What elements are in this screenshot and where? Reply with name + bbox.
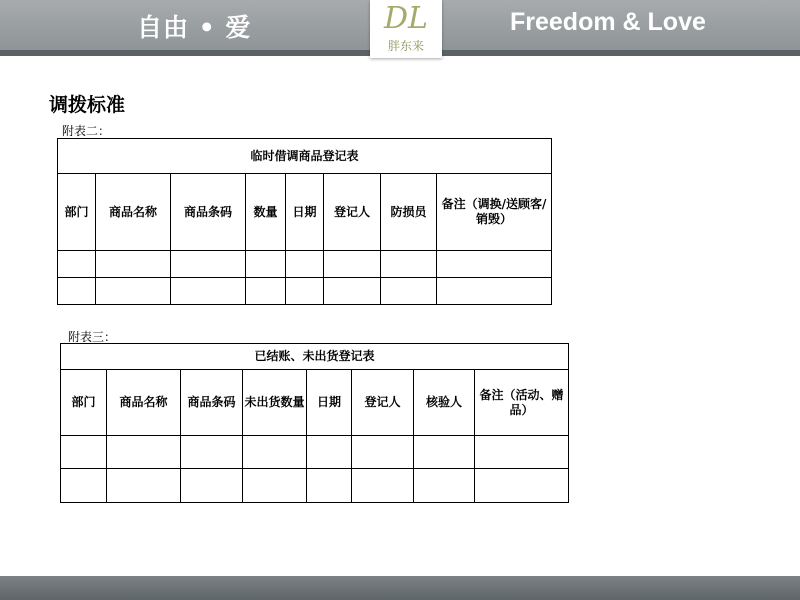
table2-header-date: 日期 bbox=[307, 370, 352, 436]
table2-header-remarks: 备注（活动、赠品） bbox=[475, 370, 569, 436]
table-cell[interactable] bbox=[171, 251, 246, 278]
table-cell[interactable] bbox=[381, 251, 437, 278]
table-cell[interactable] bbox=[381, 278, 437, 305]
table-cell[interactable] bbox=[96, 278, 171, 305]
table-cell[interactable] bbox=[96, 251, 171, 278]
table-cell[interactable] bbox=[58, 278, 96, 305]
table-cell[interactable] bbox=[246, 278, 286, 305]
table2-unshipped-register bbox=[60, 343, 569, 503]
table1-title: 临时借调商品登记表 bbox=[58, 139, 552, 174]
slogan-left: 自由 • 爱 bbox=[137, 13, 252, 42]
table2-header-department: 部门 bbox=[61, 370, 107, 436]
table-cell[interactable] bbox=[307, 469, 352, 503]
table2-header-registrar: 登记人 bbox=[352, 370, 414, 436]
table2-header-unshipped-qty: 未出货数量 bbox=[243, 370, 307, 436]
page-title: 调拨标准 bbox=[49, 94, 126, 116]
table-cell[interactable] bbox=[107, 469, 181, 503]
footer-band bbox=[0, 576, 800, 600]
table1-header-barcode: 商品条码 bbox=[171, 174, 246, 251]
table2-caption: 附表三： bbox=[68, 330, 117, 344]
table-cell[interactable] bbox=[352, 469, 414, 503]
table1-temporary-loan-register bbox=[57, 138, 552, 305]
table-cell[interactable] bbox=[286, 278, 324, 305]
table-cell[interactable] bbox=[107, 436, 181, 469]
table-cell[interactable] bbox=[324, 251, 381, 278]
table-cell[interactable] bbox=[171, 278, 246, 305]
table-row bbox=[58, 251, 552, 278]
table-cell[interactable] bbox=[181, 436, 243, 469]
table-cell[interactable] bbox=[181, 469, 243, 503]
table-cell[interactable] bbox=[58, 251, 96, 278]
table-cell[interactable] bbox=[243, 469, 307, 503]
table-cell[interactable] bbox=[475, 469, 569, 503]
table-row bbox=[61, 469, 569, 503]
table-cell[interactable] bbox=[61, 469, 107, 503]
table-cell[interactable] bbox=[437, 278, 552, 305]
table1-header-department: 部门 bbox=[58, 174, 96, 251]
table2-title: 已结账、未出货登记表 bbox=[61, 344, 569, 370]
table2-header-product-name: 商品名称 bbox=[107, 370, 181, 436]
table-cell[interactable] bbox=[307, 436, 352, 469]
table1-header-product-name: 商品名称 bbox=[96, 174, 171, 251]
table-cell[interactable] bbox=[352, 436, 414, 469]
table1-header-loss-prevention: 防损员 bbox=[381, 174, 437, 251]
table-cell[interactable] bbox=[243, 436, 307, 469]
table2-header-verifier: 核验人 bbox=[414, 370, 475, 436]
table-cell[interactable] bbox=[61, 436, 107, 469]
table1-header-remarks: 备注（调换/送顾客/销毁） bbox=[437, 174, 552, 251]
table-cell[interactable] bbox=[414, 436, 475, 469]
table2-header-barcode: 商品条码 bbox=[181, 370, 243, 436]
slogan-right: Freedom & Love bbox=[510, 8, 706, 36]
table1-header-registrar: 登记人 bbox=[324, 174, 381, 251]
table1-caption: 附表二： bbox=[62, 124, 111, 138]
logo-mark: DL bbox=[384, 1, 428, 36]
brand-logo bbox=[370, 0, 442, 58]
table-cell[interactable] bbox=[414, 469, 475, 503]
table1-header-quantity: 数量 bbox=[246, 174, 286, 251]
table-cell[interactable] bbox=[286, 251, 324, 278]
logo-text: 胖东来 bbox=[387, 39, 424, 53]
table-row bbox=[58, 278, 552, 305]
table-cell[interactable] bbox=[324, 278, 381, 305]
table1-header-date: 日期 bbox=[286, 174, 324, 251]
table-cell[interactable] bbox=[437, 251, 552, 278]
table-cell[interactable] bbox=[246, 251, 286, 278]
table-row bbox=[61, 436, 569, 469]
table-cell[interactable] bbox=[475, 436, 569, 469]
